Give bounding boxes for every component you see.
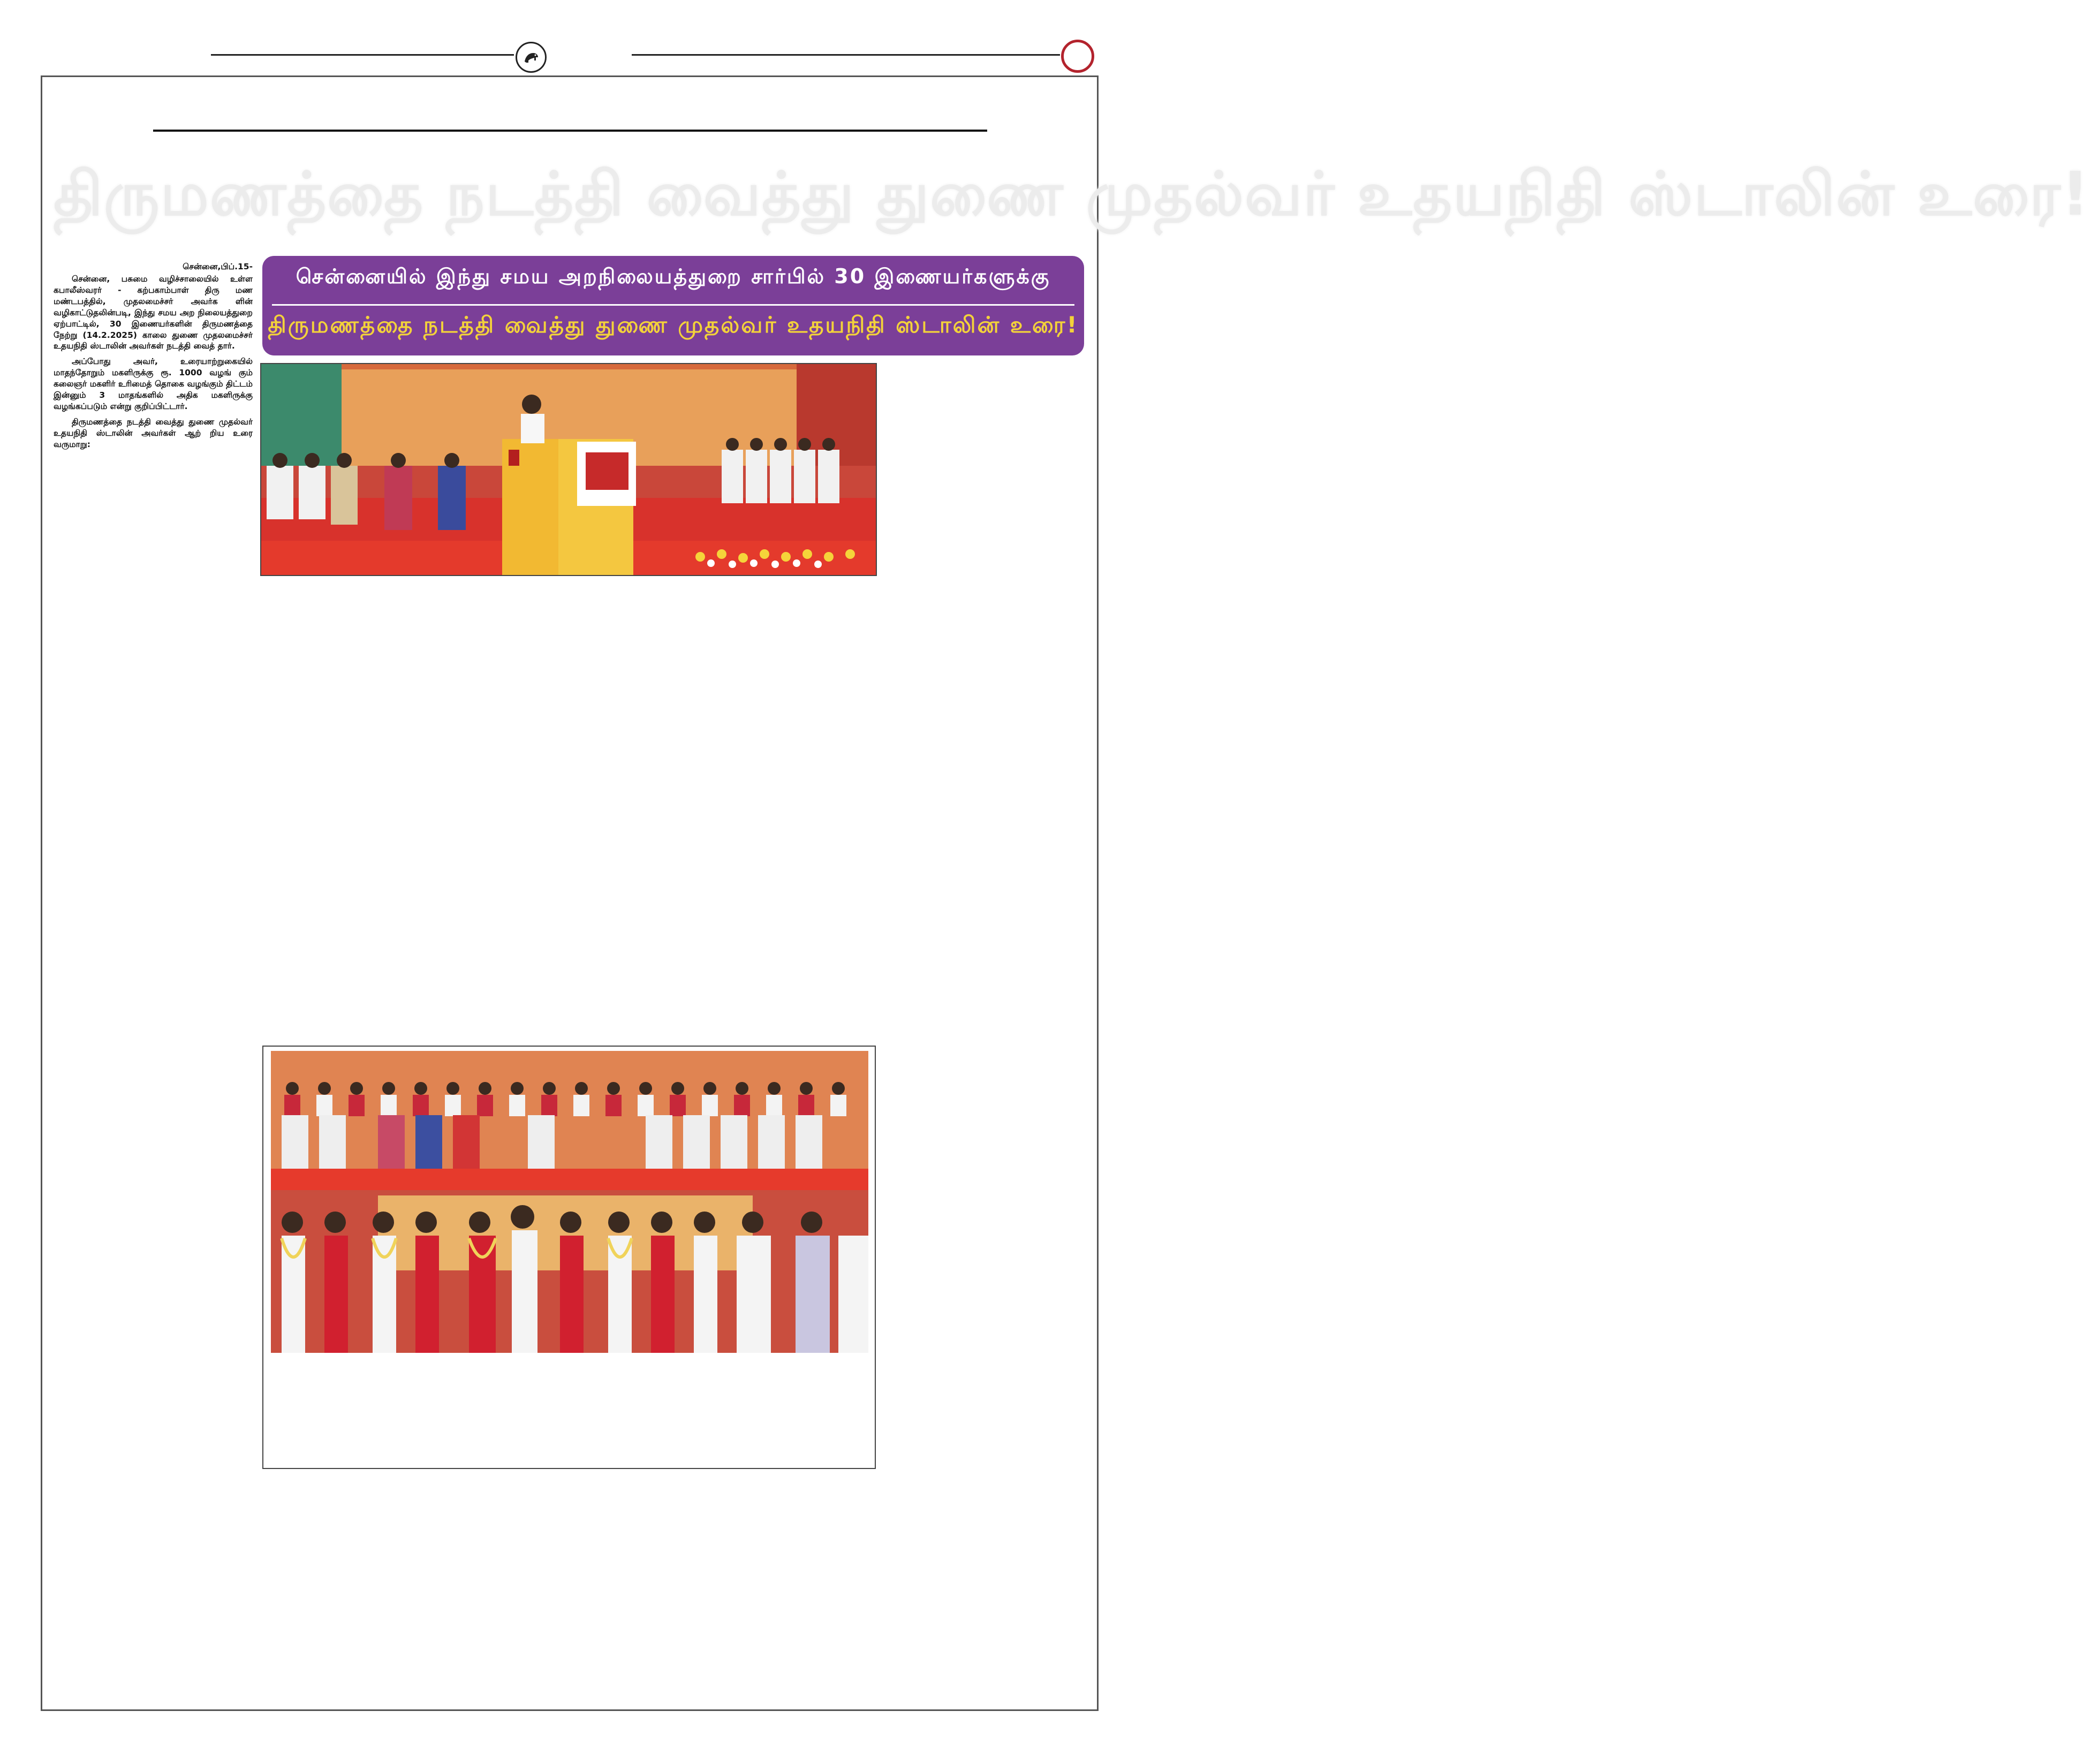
masthead-emblem-icon bbox=[516, 42, 547, 73]
headline-line-2: திருமணத்தை நடத்தி வைத்து துணை முதல்வர் உதயநிதி ஸ்டாலின் உரை! bbox=[268, 312, 1079, 338]
article-paragraph: அப்போது அவர், உரையாற்றுகையில் மாதந்தோறும் மகளிருக்கு ரூ. 1000 வழங் கும் கலைஞர் மகளிர் உரிமைத் தொகை வழங்கும் திட்டம் இன்னும் 3 மாதங்களில் அதிக மகளிருக்கு வழங்கப்படும் என்று குறிப்பிட்டார். bbox=[54, 357, 253, 412]
event-stage-photo bbox=[260, 363, 877, 576]
article-paragraph: திருமணத்தை நடத்தி வைத்து துணை முதல்வர் உதயநிதி ஸ்டாலின் அவர்கள் ஆற் றிய உரை வருமாறு: bbox=[54, 417, 253, 449]
page-number-circle bbox=[1061, 40, 1094, 73]
header-rule-left bbox=[211, 54, 514, 56]
header-rule-right bbox=[632, 54, 1060, 56]
photo-frame bbox=[262, 1046, 876, 1469]
article-paragraph: சென்னை, பசுமை வழிச்சாலையில் உள்ள கபாலீஸ்வரர் - கற்பகாம்பாள் திரு மண மண்டபத்தில், முதலமைச்சர் அவர்க ளின் வழிகாட்டுதலின்படி, இந்து சமய அற நிலையத்துறை ஏற்பாட்டில், 30 இணையர்களின் திருமணத்தை நேற்று (14.2.2025) காலை துணை முதலமைச்சர் உதயநிதி ஸ்டாலின் அவர்கள் நடத்தி வைத் தார். bbox=[54, 274, 253, 351]
article-dateline: சென்னை,பிப்.15- bbox=[183, 262, 253, 271]
wedding-group-photo bbox=[271, 1051, 868, 1353]
headline-divider bbox=[272, 304, 1074, 306]
headline-banner bbox=[262, 256, 1084, 355]
section-rule bbox=[153, 130, 987, 132]
article-column bbox=[54, 261, 253, 455]
headline-line-1: சென்னையில் இந்து சமய அறநிலையத்துறை சார்பில் 30 இணையர்களுக்கு bbox=[296, 264, 1051, 288]
faded-banner-text: திருமணத்தை நடத்தி வைத்து துணை முதல்வர் உதயநிதி ஸ்டாலின் உரை! bbox=[54, 160, 2090, 229]
